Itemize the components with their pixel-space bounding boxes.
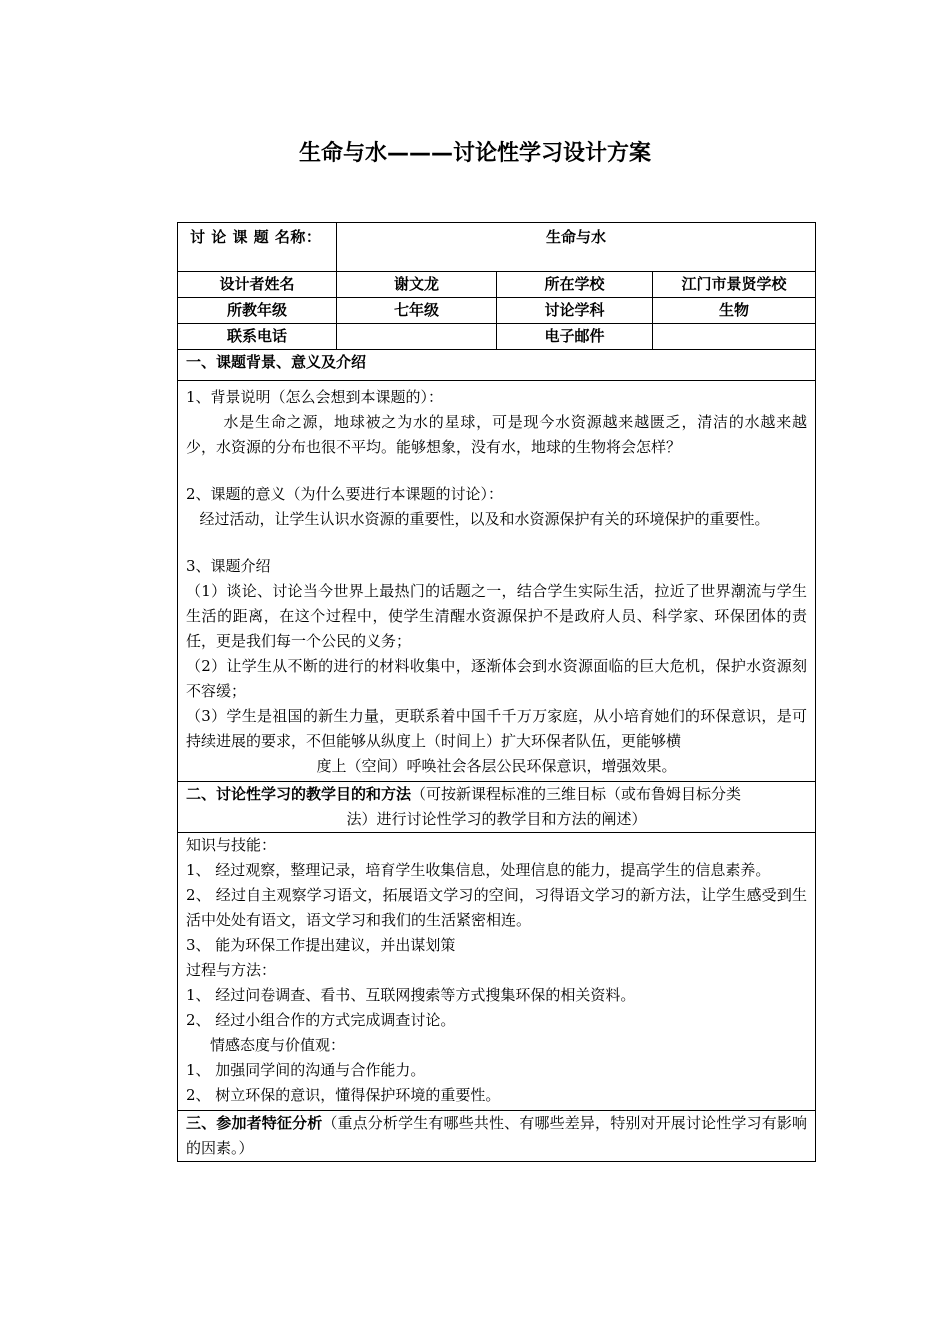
subject-value: 生物 xyxy=(653,298,816,324)
knowledge-title: 知识与技能： xyxy=(186,836,277,854)
school-value: 江门市景贤学校 xyxy=(653,272,816,298)
background-text: 水是生命之源，地球被之为水的星球，可是现今水资源越来越匮乏，清洁的水越来越少，水资源的分布也很不平均。能够想象，没有水，地球的生物将会怎样？ xyxy=(186,413,807,456)
section2-heading-note-a: （可按新课程标准的三维目标（或布鲁姆目标分类 xyxy=(411,785,742,803)
section1-heading: 一、课题背景、意义及介绍 xyxy=(178,350,816,381)
email-value xyxy=(653,324,816,350)
emotion-title: 情感态度与价值观： xyxy=(210,1036,346,1054)
section2-heading-note-b: 法）进行讨论性学习的教学目和方法的阐述） xyxy=(346,810,647,828)
intro-item-3b: 度上（空间）呼唤社会各层公民环保意识，增强效果。 xyxy=(316,757,677,775)
section2-heading-row xyxy=(178,782,816,833)
section1-heading-row xyxy=(178,350,816,381)
process-title: 过程与方法： xyxy=(186,961,277,979)
designer-value: 谢文龙 xyxy=(337,272,497,298)
section2-body xyxy=(178,833,816,1111)
design-table xyxy=(177,222,816,1162)
meaning-title: 2、课题的意义（为什么要进行本课题的讨论）： xyxy=(186,485,504,503)
section3-heading-row xyxy=(178,1111,816,1162)
section3-heading xyxy=(178,1111,816,1162)
topic-label: 讨 论 课 题 名称： xyxy=(178,223,337,272)
subject-label: 讨论学科 xyxy=(497,298,653,324)
section1-body xyxy=(178,381,816,782)
designer-label: 设计者姓名 xyxy=(178,272,337,298)
contact-row xyxy=(178,324,816,350)
grade-value: 七年级 xyxy=(337,298,497,324)
phone-label: 联系电话 xyxy=(178,324,337,350)
section2-heading-bold: 二、讨论性学习的教学目的和方法 xyxy=(186,785,412,803)
knowledge-item-3: 3、 能为环保工作提出建议，并出谋划策 xyxy=(186,936,456,954)
process-item-1: 1、 经过问卷调查、看书、互联网搜索等方式搜集环保的相关资料。 xyxy=(186,986,636,1004)
meaning-text: 经过活动，让学生认识水资源的重要性，以及和水资源保护有关的环境保护的重要性。 xyxy=(199,510,770,528)
intro-item-2: （2）让学生从不断的进行的材料收集中，逐渐体会到水资源面临的巨大危机，保护水资源刻不容缓； xyxy=(186,657,807,700)
process-item-2: 2、 经过小组合作的方式完成调查讨论。 xyxy=(186,1011,456,1029)
grade-label: 所教年级 xyxy=(178,298,337,324)
intro-item-1: （1）谈论、讨论当今世界上最热门的话题之一，结合学生实际生活，拉近了世界潮流与学生生活的距离，在这个过程中，使学生清醒水资源保护不是政府人员、科学家、环保团体的责任，更是我们每一个公民的义务； xyxy=(186,582,807,650)
document-title: 生命与水———讨论性学习设计方案 xyxy=(298,141,651,166)
emotion-item-2: 2、 树立环保的意识，懂得保护环境的重要性。 xyxy=(186,1086,501,1104)
section3-heading-bold: 三、参加者特征分析 xyxy=(186,1114,323,1132)
section1-body-row xyxy=(178,381,816,782)
intro-title: 3、课题介绍 xyxy=(186,557,271,575)
emotion-item-1: 1、 加强同学间的沟通与合作能力。 xyxy=(186,1061,426,1079)
section2-heading xyxy=(178,782,816,833)
topic-row xyxy=(178,223,816,272)
grade-row xyxy=(178,298,816,324)
email-label: 电子邮件 xyxy=(497,324,653,350)
section2-body-row xyxy=(178,833,816,1111)
topic-value: 生命与水 xyxy=(337,223,816,272)
designer-row xyxy=(178,272,816,298)
section3-heading-note: （重点分析学生有哪些共性、有哪些差异，特别对开展讨论性学习有影响的因素。） xyxy=(186,1114,807,1157)
knowledge-item-2: 2、 经过自主观察学习语文，拓展语文学习的空间，习得语文学习的新方法，让学生感受到生活中处处有语文，语文学习和我们的生活紧密相连。 xyxy=(186,886,807,929)
knowledge-item-1: 1、 经过观察，整理记录，培育学生收集信息，处理信息的能力，提高学生的信息素养。 xyxy=(186,861,771,879)
intro-item-3a: （3）学生是祖国的新生力量，更联系着中国千千万万家庭，从小培育她们的环保意识，是可持续进展的要求，不但能够从纵度上（时间上）扩大环保者队伍，更能够横 xyxy=(186,707,807,750)
school-label: 所在学校 xyxy=(497,272,653,298)
phone-value xyxy=(337,324,497,350)
background-title: 1、背景说明（怎么会想到本课题的）： xyxy=(186,388,444,406)
